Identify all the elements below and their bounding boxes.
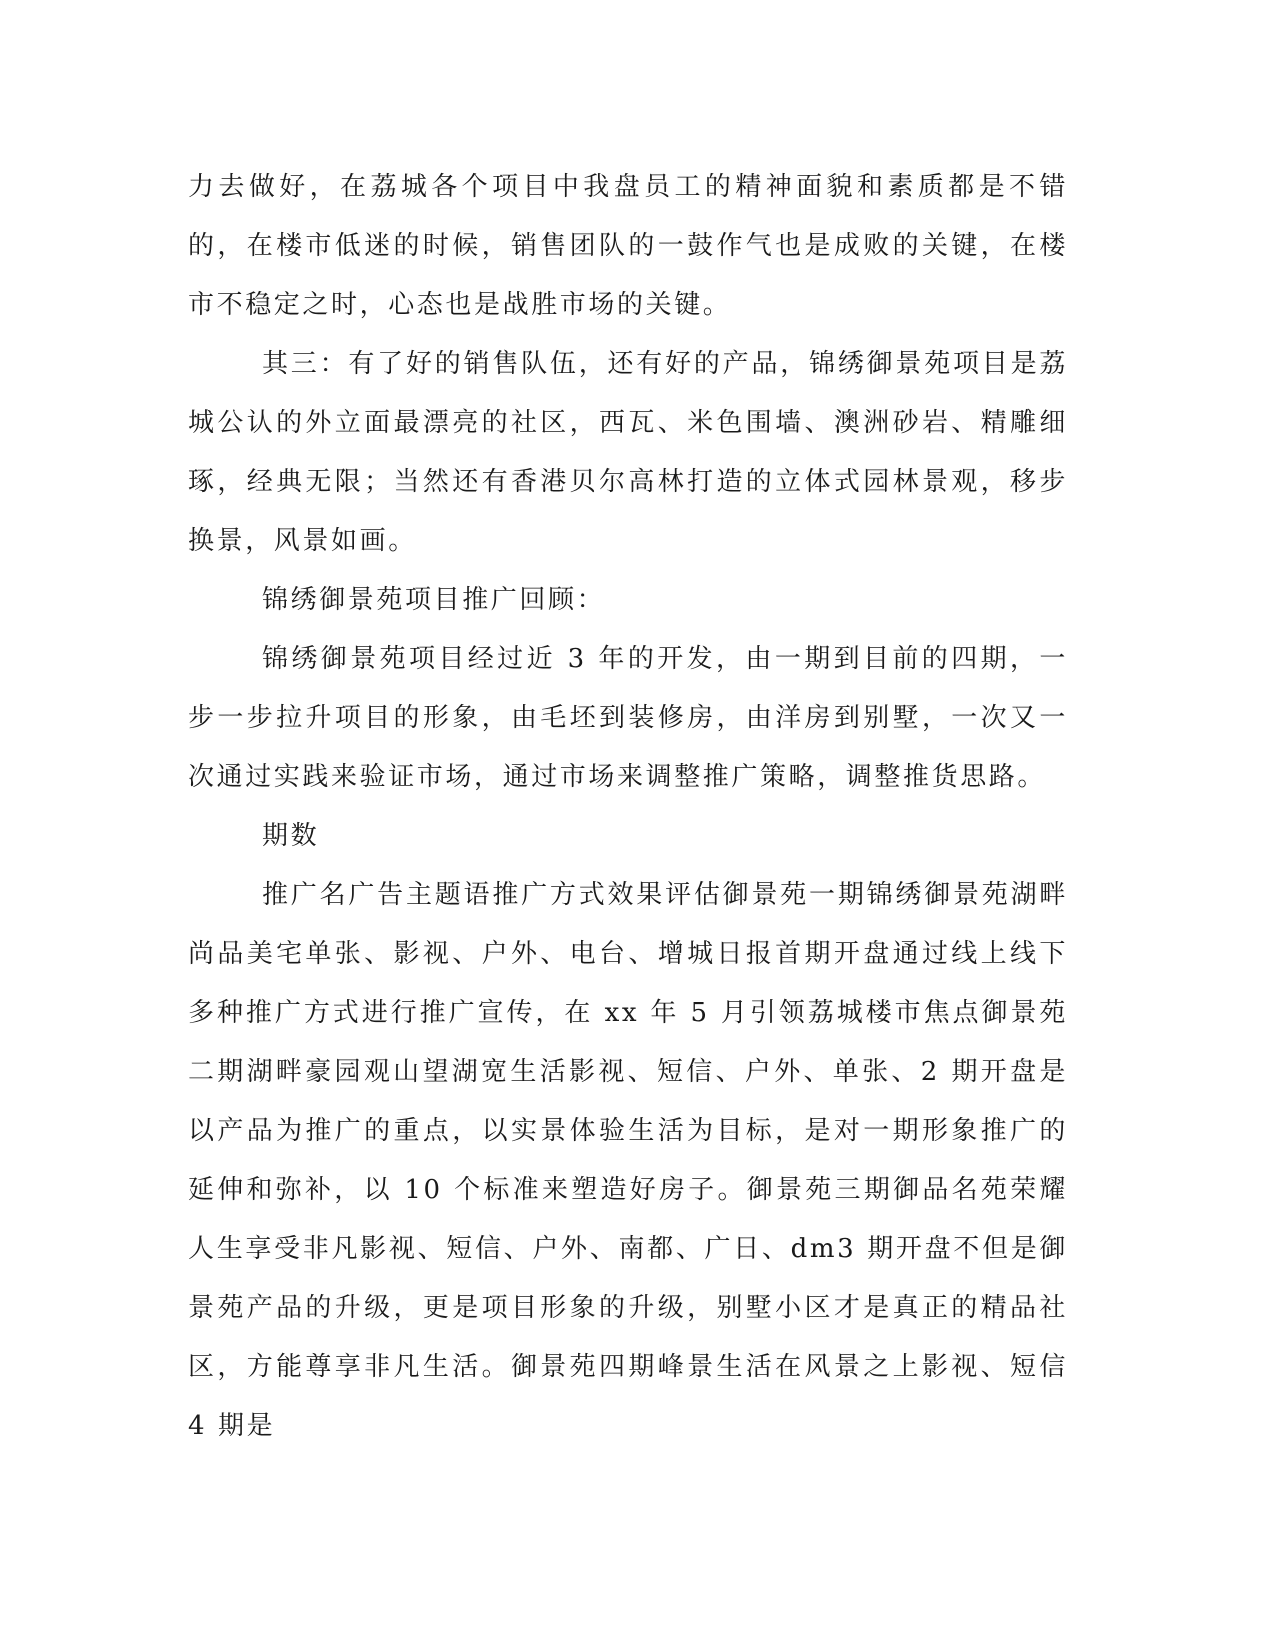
- paragraph-continuation: 力去做好，在荔城各个项目中我盘员工的精神面貌和素质都是不错的，在楼市低迷的时候，销售团队的一鼓作气也是成败的关键，在楼市不稳定之时，心态也是战胜市场的关键。: [188, 172, 1068, 320]
- paragraph-third-point: 其三：有了好的销售队伍，还有好的产品，锦绣御景苑项目是荔城公认的外立面最漂亮的社区，西瓦、米色围墙、澳洲砂岩、精雕细琢，经典无限；当然还有香港贝尔高林打造的立体式园林景观，移步换景，风景如画。: [188, 349, 1068, 556]
- paragraph-development-history: 锦绣御景苑项目经过近 3 年的开发，由一期到目前的四期，一步一步拉升项目的形象，由毛坯到装修房，由洋房到别墅，一次又一次通过实践来验证市场，通过市场来调整推广策略，调整推货思路。: [188, 644, 1068, 792]
- table-header-phase: 期数: [262, 821, 320, 851]
- paragraph-phase-promotion-details: 推广名广告主题语推广方式效果评估御景苑一期锦绣御景苑湖畔尚品美宅单张、影视、户外、电台、增城日报首期开盘通过线上线下多种推广方式进行推广宣传，在 xx 年 5 月引领荔城楼市焦点御景苑二期湖畔豪园观山望湖宽生活影视、短信、户外、单张、2 期开盘是以产品为推广的重点，以实景体验生活为目标，是对一期形象推广的延伸和弥补，以 10 个标准来塑造好房子。御景苑三期御品名苑荣耀人生享受非凡影视、短信、户外、南都、广日、dm3 期开盘不但是御景苑产品的升级，更是项目形象的升级，别墅小区才是真正的精品社区，方能尊享非凡生活。御景苑四期峰景生活在风景之上影视、短信 4 期是: [188, 880, 1068, 1441]
- section-heading-promotion-review: 锦绣御景苑项目推广回顾：: [262, 585, 606, 615]
- document-body: [188, 158, 1068, 1456]
